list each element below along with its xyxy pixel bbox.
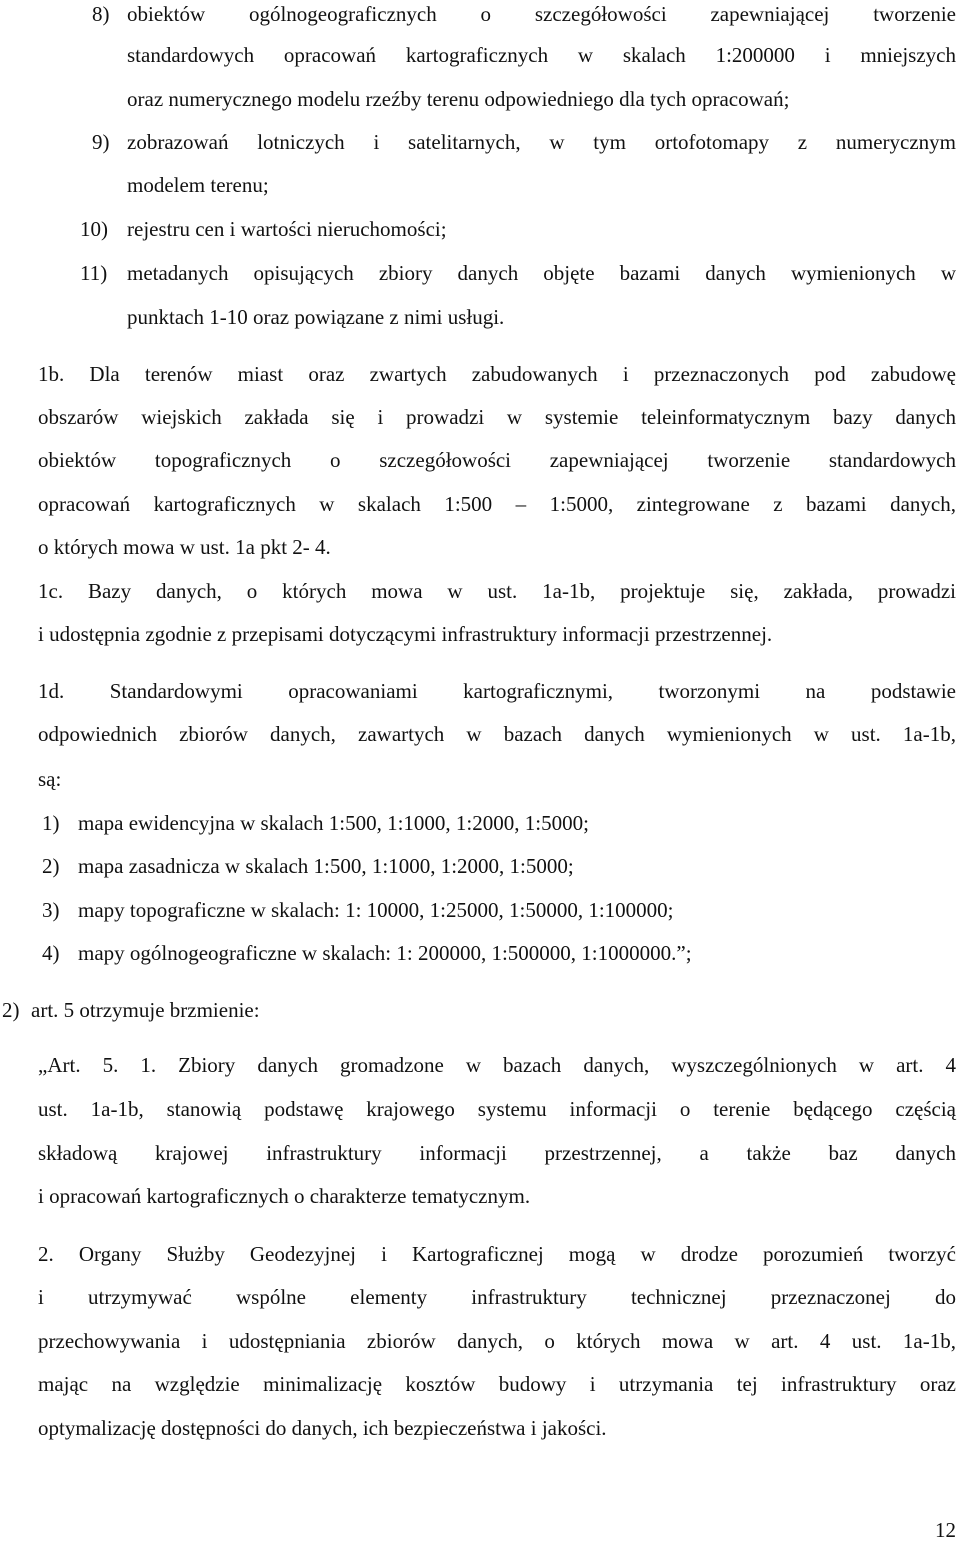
text-line: przechowywania i udostępniania zbiorów danych, o których mowa w art. 4 ust. 1a-1b, [38,1329,956,1353]
text-line: obiektów topograficznych o szczegółowości zapewniającej tworzenie standardowych [38,448,956,472]
text-line: składową krajowej infrastruktury informacji przestrzennej, a także baz danych [38,1141,956,1165]
list-number: 2) [2,998,20,1022]
text-line: obiektów ogólnogeograficznych o szczegółowości zapewniającej tworzenie [127,2,956,26]
text-line: metadanych opisujących zbiory danych objęte bazami danych wymienionych w [127,261,956,285]
list-number: 1) [42,811,60,835]
text-line: mapa ewidencyjna w skalach 1:500, 1:1000, 1:2000, 1:5000; [78,811,589,835]
text-line: 2. Organy Służby Geodezyjnej i Kartograficznej mogą w drodze porozumień tworzyć [38,1242,956,1266]
text-line: optymalizację dostępności do danych, ich bezpieczeństwa i jakości. [38,1416,607,1440]
list-number: 11) [80,261,108,285]
text-line: mając na względzie minimalizację kosztów budowy i utrzymania tej infrastruktury oraz [38,1372,956,1396]
text-line: „Art. 5. 1. Zbiory danych gromadzone w bazach danych, wyszczególnionych w art. 4 [38,1053,956,1077]
text-line: obszarów wiejskich zakłada się i prowadzi w systemie teleinformatycznym bazy danych [38,405,956,429]
text-line: art. 5 otrzymuje brzmienie: [31,998,260,1022]
list-number: 2) [42,854,60,878]
text-line: mapy topograficzne w skalach: 1: 10000, 1:25000, 1:50000, 1:100000; [78,898,674,922]
text-line: odpowiednich zbiorów danych, zawartych w bazach danych wymienionych w ust. 1a-1b, [38,722,956,746]
text-line: i utrzymywać wspólne elementy infrastruktury technicznej przeznaczonej do [38,1285,956,1309]
text-line: standardowych opracowań kartograficznych w skalach 1:200000 i mniejszych [127,43,956,67]
text-line: 1d. Standardowymi opracowaniami kartograficznymi, tworzonymi na podstawie [38,679,956,703]
text-line: modelem terenu; [127,173,269,197]
text-line: punktach 1-10 oraz powiązane z nimi usługi. [127,305,505,329]
list-number: 10) [80,217,108,241]
text-line: oraz numerycznego modelu rzeźby terenu odpowiedniego dla tych opracowań; [127,87,790,111]
text-line: rejestru cen i wartości nieruchomości; [127,217,447,241]
list-number: 9) [92,130,110,154]
list-number: 3) [42,898,60,922]
page-number: 12 [935,1518,956,1542]
text-line: o których mowa w ust. 1a pkt 2- 4. [38,535,331,559]
text-line: zobrazowań lotniczych i satelitarnych, w tym ortofotomapy z numerycznym [127,130,956,154]
text-line: ust. 1a-1b, stanowią podstawę krajowego systemu informacji o terenie będącego częścią [38,1097,956,1121]
text-line: mapy ogólnogeograficzne w skalach: 1: 200000, 1:500000, 1:1000000.”; [78,941,692,965]
text-line: i udostępnia zgodnie z przepisami dotyczącymi infrastruktury informacji przestrzennej. [38,622,773,646]
list-number: 8) [92,2,110,26]
text-line: 1b. Dla terenów miast oraz zwartych zabudowanych i przeznaczonych pod zabudowę [38,362,956,386]
text-line: mapa zasadnicza w skalach 1:500, 1:1000, 1:2000, 1:5000; [78,854,574,878]
text-line: 1c. Bazy danych, o których mowa w ust. 1a-1b, projektuje się, zakłada, prowadzi [38,579,956,603]
list-number: 4) [42,941,60,965]
text-line: i opracowań kartograficznych o charakterze tematycznym. [38,1184,531,1208]
text-line: opracowań kartograficznych w skalach 1:500 – 1:5000, zintegrowane z bazami danych, [38,492,956,516]
text-line: są: [38,767,62,791]
